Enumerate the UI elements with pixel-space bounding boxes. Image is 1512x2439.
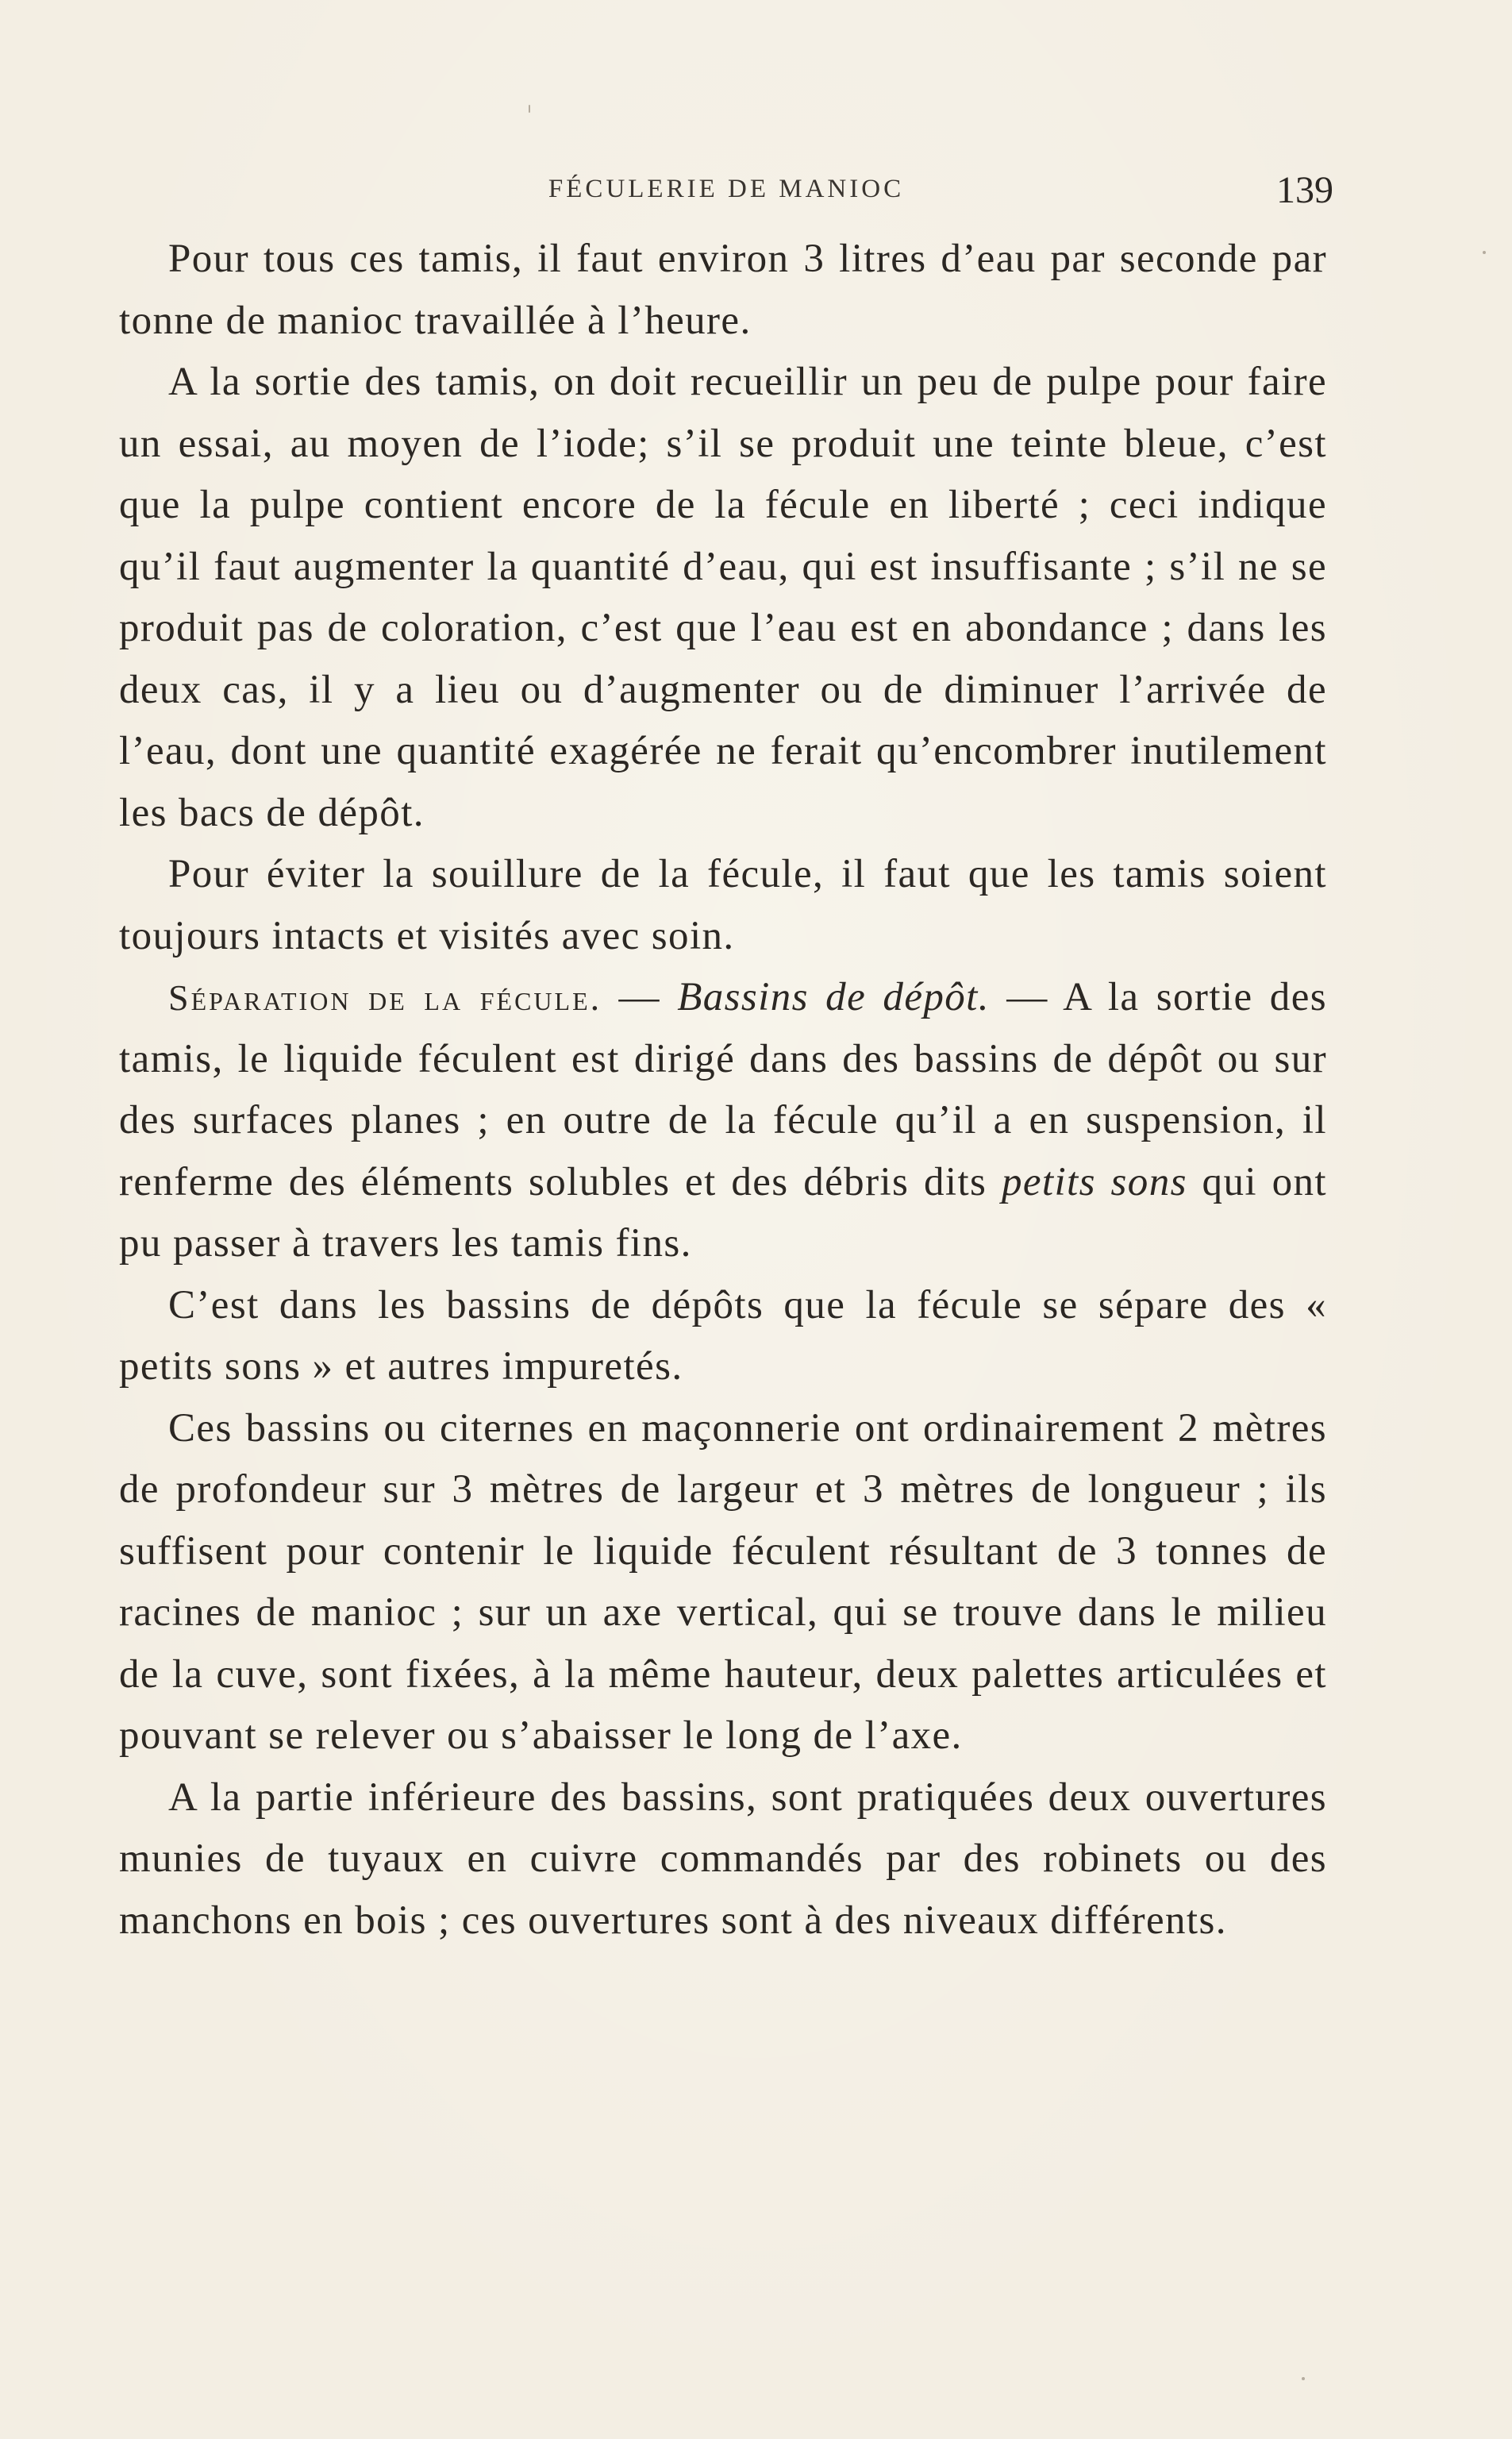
paragraph-6: Ces bassins ou citernes en maçonnerie ont ordinairement 2 mètres de profondeur sur 3 mètres de largeur et 3 mètres de longueur ; ils suffisent pour contenir le liquide féculent résultant de 3 tonnes de racines de manioc ; sur un axe vertical, qui se trouve dans le milieu de la cuve, sont fixées, à la même hauteur, deux palettes articulées et pouvant se relever ou s’abaisser le long de l’axe. xyxy=(119,1405,1327,1758)
paragraph-4 xyxy=(119,967,1327,1275)
italic-term: petits sons xyxy=(1001,1159,1187,1204)
page-header xyxy=(119,164,1333,219)
paper-speck xyxy=(1302,2377,1305,2380)
paragraph-4-text-b: qui ont pu passer à travers les tamis fins. xyxy=(119,1159,1327,1266)
heading-dash: — xyxy=(602,975,678,1019)
page-number: 139 xyxy=(1276,169,1333,211)
paper-speck xyxy=(529,105,530,113)
paragraph-7: A la partie inférieure des bassins, sont pratiquées deux ouvertures munies de tuyaux en cuivre commandés par des robinets ou des manchons en bois ; ces ouvertures sont à des niveaux différents. xyxy=(119,1774,1327,1943)
running-title: FÉCULERIE DE MANIOC xyxy=(548,175,905,203)
paper-speck xyxy=(1483,251,1486,254)
section-heading: Séparation de la fécule. xyxy=(168,977,602,1018)
paragraph-4-text-a: A la sortie des tamis, le liquide féculent est dirigé dans des bassins de dépôt ou sur des surfaces planes ; en outre de la fécule qu’il a en suspension, il renferme des éléments solubles et des débris dits xyxy=(119,975,1327,1204)
paragraph-5: C’est dans les bassins de dépôts que la fécule se sépare des « petits sons » et autres impuretés. xyxy=(119,1282,1327,1389)
paragraph-3: Pour éviter la souillure de la fécule, il faut que les tamis soient toujours intacts et visités avec soin. xyxy=(119,852,1327,958)
subheading-dash: — xyxy=(989,975,1064,1019)
page-body xyxy=(119,229,1327,1952)
paragraph-2: A la sortie des tamis, on doit recueillir un peu de pulpe pour faire un essai, au moyen de l’iode; s’il se produit une teinte bleue, c’est que la pulpe contient encore de la fécule en liberté ; ceci indique qu’il faut augmenter la quantité d’eau, qui est insuffisante ; s’il ne se produit pas de coloration, c’est que l’eau est en abondance ; dans les deux cas, il y a lieu ou d’augmenter ou de diminuer l’arrivée de l’eau, dont une quantité exagérée ne ferait qu’encombrer inutilement les bacs de dépôt. xyxy=(119,360,1327,835)
section-subheading: Bassins de dépôt. xyxy=(677,975,990,1019)
paragraph-1: Pour tous ces tamis, il faut environ 3 litres d’eau par seconde par tonne de manioc travaillée à l’heure. xyxy=(119,237,1327,343)
